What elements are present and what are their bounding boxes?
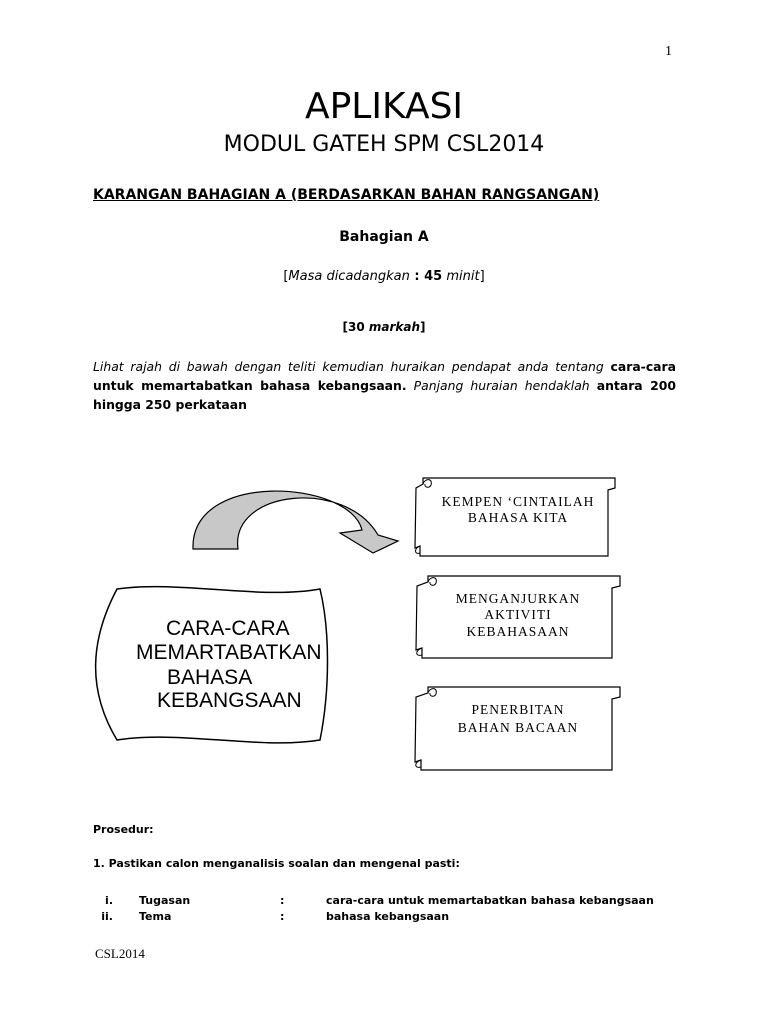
- central-topic-line-1: CARA-CARA: [166, 617, 290, 640]
- row-1-label: Tugasan: [139, 894, 191, 907]
- time-note-open: [: [283, 269, 289, 284]
- stimulus-diagram: [85, 465, 625, 795]
- row-2-colon: :: [280, 910, 285, 923]
- time-note-value: 45: [424, 269, 443, 284]
- scroll-box-3: [415, 687, 620, 770]
- time-note: [0, 269, 768, 284]
- instruction-part-1: Lihat rajah di bawah dengan teliti kemudian huraikan pendapat anda tentang: [93, 359, 611, 374]
- row-2-label: Tema: [139, 910, 172, 923]
- row-2-value: bahasa kebangsaan: [326, 910, 450, 923]
- time-note-unit: minit: [446, 269, 480, 284]
- instruction-part-4: antara 200 hingga 250 perkataan: [93, 378, 676, 412]
- marks-note-word: markah: [368, 320, 421, 334]
- document-title: APLIKASI: [304, 86, 464, 127]
- scroll-1-line-2: BAHASA KITA: [467, 510, 569, 525]
- central-topic-box: [96, 587, 328, 743]
- scroll-2-line-2: AKTIVITI: [484, 607, 552, 622]
- scroll-2-line-1: MENGANJURKAN: [455, 591, 581, 606]
- part-title: Bahagian A: [339, 229, 429, 245]
- marks-note-open: [30: [342, 320, 369, 334]
- document-subtitle: MODUL GATEH SPM CSL2014: [223, 132, 545, 157]
- curved-arrow-icon: [193, 491, 398, 553]
- procedure-step-1: 1. Pastikan calon menganalisis soalan dan mengenal pasti:: [93, 857, 460, 870]
- scroll-box-1: [415, 478, 615, 556]
- time-note-sep: :: [409, 269, 425, 284]
- procedure-label: Prosedur:: [93, 823, 154, 836]
- instruction-part-3: Panjang huraian hendaklah: [406, 378, 597, 393]
- time-note-close: ]: [479, 269, 485, 284]
- marks-note-close: ]: [420, 320, 426, 334]
- time-note-label: Masa dicadangkan: [288, 269, 410, 284]
- central-topic-line-4: KEBANGSAAN: [157, 689, 302, 712]
- scroll-1-line-1: KEMPEN ‘CINTAILAH: [441, 494, 595, 509]
- marks-note: [0, 320, 768, 334]
- row-1-value: cara-cara untuk memartabatkan bahasa kebangsaan: [326, 894, 654, 907]
- central-topic-line-3: BAHASA: [167, 666, 253, 689]
- row-2-number: ii.: [101, 910, 113, 923]
- central-topic-line-2: MEMARTABATKAN: [136, 641, 322, 664]
- instruction-paragraph: [93, 357, 676, 414]
- row-1-number: i.: [105, 894, 113, 907]
- scroll-3-line-2: BAHAN BACAAN: [457, 720, 579, 735]
- page-footer: CSL2014: [95, 946, 145, 961]
- scroll-box-2: [416, 576, 620, 658]
- row-1-colon: :: [280, 894, 285, 907]
- instruction-part-2: cara-cara untuk memartabatkan bahasa kebangsaan.: [93, 359, 676, 393]
- scroll-3-line-1: PENERBITAN: [471, 702, 565, 717]
- section-heading: KARANGAN BAHAGIAN A (BERDASARKAN BAHAN RANGSANGAN): [93, 187, 600, 203]
- page-number: 1: [665, 44, 672, 59]
- scroll-2-line-3: KEBAHASAAN: [466, 624, 570, 639]
